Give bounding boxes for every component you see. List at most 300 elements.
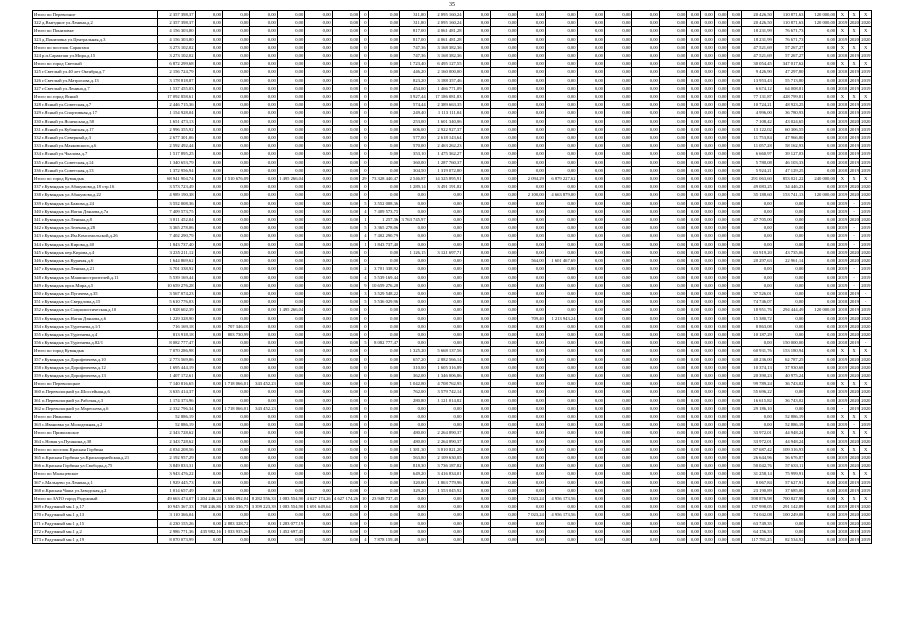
table-cell: 0,00	[463, 445, 490, 453]
table-cell: 5	[360, 298, 368, 306]
table-cell: 0,00	[463, 298, 490, 306]
table-cell: 0,00	[195, 109, 222, 117]
table-cell: 0,00	[632, 339, 659, 347]
table-cell: 7 023,24	[518, 511, 545, 519]
table-cell: 304,50	[400, 166, 427, 174]
table-cell: 0,00	[632, 503, 659, 511]
table-cell: 0,00	[659, 363, 686, 371]
table-cell: 0,00	[700, 166, 714, 174]
table-cell: 2020	[861, 315, 871, 321]
table-cell: 0,00	[222, 289, 249, 297]
table-cell: 0,00	[714, 158, 728, 166]
table-cell: 0,00	[728, 371, 742, 379]
table-cell: 0,00	[250, 76, 277, 84]
table-cell: 0,00	[332, 68, 359, 76]
table-cell: 0,00	[195, 166, 222, 174]
table-cell: 0,00	[714, 363, 728, 371]
table-cell: -	[848, 232, 860, 240]
address-cell: 345 г.Кувандык пер.Кирова,д.4	[33, 248, 158, 256]
table-cell: 0,00	[490, 486, 517, 494]
table-cell: 0,00	[305, 76, 332, 84]
table-cell: 0,00	[305, 175, 332, 183]
table-cell: 2020	[861, 323, 871, 329]
table-cell: 0,00	[305, 412, 332, 420]
table-cell: 0,00	[687, 396, 701, 404]
table-cell: 0,00	[250, 371, 277, 379]
table-cell: 0,00	[659, 68, 686, 76]
table-row	[33, 175, 872, 183]
table-cell: 0,00	[687, 289, 701, 297]
table-cell: 0,00	[659, 281, 686, 289]
table-cell: 0,00	[518, 232, 545, 240]
table-cell: 0,00	[687, 511, 701, 519]
table-cell: 0,00	[518, 412, 545, 420]
table-cell: 0,00	[604, 150, 631, 158]
table-cell: 0,00	[604, 183, 631, 191]
table-cell: 0,00	[463, 216, 490, 224]
table-cell: 0,00	[700, 117, 714, 125]
table-cell: 0,00	[742, 421, 774, 429]
table-cell: 0,00	[714, 216, 728, 224]
table-cell: 1 452 697,45	[279, 528, 304, 534]
table-cell: 0,00	[305, 224, 332, 232]
table-cell: 0,00	[305, 232, 332, 240]
table-cell: 0,00	[545, 396, 577, 404]
table-cell: 0,00	[332, 248, 359, 256]
table-cell: 4	[360, 207, 368, 215]
table-cell: 480,00	[400, 437, 427, 445]
table-cell: 0,00	[604, 175, 631, 183]
table-cell: 0,00	[545, 240, 577, 248]
table-cell: 0,00	[222, 363, 249, 371]
table-cell: 0,00	[250, 134, 277, 142]
table-cell: 2019	[838, 315, 848, 321]
table-cell: 17 186 081,83	[427, 93, 463, 101]
table-cell: 1 283 077,19	[279, 520, 304, 526]
table-cell: 2019	[849, 487, 859, 493]
table-row	[33, 35, 872, 43]
table-cell: 0,00	[305, 371, 332, 379]
table-cell: 0,00	[490, 158, 517, 166]
table-cell: 0,00	[700, 322, 714, 330]
table-cell: 0,00	[577, 43, 604, 51]
table-cell: 0,00	[632, 470, 659, 478]
table-cell: 0,00	[427, 207, 463, 215]
table-cell: 6 872 299,68	[157, 60, 195, 68]
table-cell: -	[848, 207, 860, 215]
table-cell: 0,00	[714, 453, 728, 461]
table-cell: 0,00	[604, 298, 631, 306]
table-cell: 2019	[838, 356, 848, 362]
table-cell: 0,00	[463, 257, 490, 265]
table-cell: 0,00	[805, 478, 837, 486]
table-cell: 0,00	[518, 298, 545, 306]
table-cell: 0,00	[222, 437, 249, 445]
table-cell: 0,00	[545, 404, 577, 412]
table-cell: 0,00	[700, 134, 714, 142]
table-cell: 0,00	[659, 199, 686, 207]
table-cell: 0,00	[659, 166, 686, 174]
table-cell: 0,00	[463, 478, 490, 486]
table-cell: 0,00	[222, 257, 249, 265]
table-cell: 0,00	[305, 35, 332, 43]
table-cell: 0,00	[577, 158, 604, 166]
table-cell: 0,00	[632, 437, 659, 445]
table-cell: 0,00	[222, 216, 249, 224]
table-cell: 0,00	[277, 380, 304, 388]
table-row	[33, 388, 872, 396]
address-cell: 359 г.Кувандык ул.Дорофеичева,д.13	[33, 371, 158, 379]
table-cell: 0,00	[250, 470, 277, 478]
table-cell: 0,00	[714, 298, 728, 306]
table-cell: 0,00	[742, 199, 774, 207]
table-cell: 0,00	[400, 281, 427, 289]
table-cell: X	[837, 470, 849, 478]
table-cell: 0,00	[577, 511, 604, 519]
table-cell: 0,00	[687, 224, 701, 232]
table-cell: 0,00	[250, 445, 277, 453]
table-cell: 0,00	[728, 232, 742, 240]
table-cell: 2019	[849, 69, 859, 75]
table-cell: 0,00	[687, 429, 701, 437]
table-row	[33, 412, 872, 420]
table-cell: 0,00	[700, 175, 714, 183]
address-cell: 347 г.Кувандык ул.Ленина,д.21	[33, 265, 158, 273]
table-cell: 329,20	[400, 486, 427, 494]
table-cell: 0,00	[490, 388, 517, 396]
table-cell: 0,00	[490, 224, 517, 232]
table-row	[33, 462, 872, 470]
table-cell: 0,00	[700, 494, 714, 502]
table-row	[33, 158, 872, 166]
table-cell: 0,00	[805, 536, 837, 544]
table-cell: 0,00	[714, 322, 728, 330]
table-cell: 0,00	[577, 109, 604, 117]
table-cell: 0,00	[305, 396, 332, 404]
table-cell: 0,00	[305, 314, 332, 322]
table-cell: 2018	[838, 143, 848, 149]
table-cell: 7 409 573,75	[157, 207, 195, 215]
table-cell: 4 230 155,26	[157, 519, 195, 527]
table-cell: 0,00	[728, 216, 742, 224]
table-cell: 0,00	[728, 240, 742, 248]
address-cell: 327 г.Светлый ул.Ленина,д.7	[33, 84, 158, 92]
table-cell: 0,00	[332, 453, 359, 461]
table-cell: 0,00	[490, 232, 517, 240]
table-cell: X	[860, 11, 872, 19]
table-cell: 0,00	[195, 412, 222, 420]
table-cell: X	[860, 60, 872, 68]
table-cell: 0,00	[518, 183, 545, 191]
table-cell: 0,00	[687, 388, 701, 396]
table-cell: 0,00	[518, 355, 545, 363]
address-cell: 367 с.Мальцево ул.Ленина,д.1	[33, 478, 158, 486]
table-cell: 0,00	[700, 52, 714, 60]
table-cell: 0,00	[687, 35, 701, 43]
table-cell: 0,00	[332, 93, 359, 101]
table-cell: 0,00	[277, 470, 304, 478]
table-cell: 0,00	[545, 224, 577, 232]
table-cell: 0,00	[714, 314, 728, 322]
table-cell: 0,00	[332, 371, 359, 379]
table-cell: 0,00	[277, 125, 304, 133]
table-cell: 2 343 728,62	[157, 429, 195, 437]
table-cell: 0,00	[332, 388, 359, 396]
table-cell: 0,00	[714, 240, 728, 248]
table-cell: 0,00	[577, 232, 604, 240]
table-cell: 253,00	[400, 117, 427, 125]
table-cell: 0,00	[490, 536, 517, 544]
table-cell: 0,00	[700, 371, 714, 379]
table-cell: 109 316,93	[773, 445, 805, 453]
table-cell: 0,00	[742, 207, 774, 215]
table-cell: 0,00	[427, 322, 463, 330]
table-cell: 0,00	[805, 125, 837, 133]
table-cell: 0,00	[700, 355, 714, 363]
table-cell: 0	[360, 421, 368, 429]
table-cell: 0	[360, 388, 368, 396]
table-cell: 0,00	[250, 60, 277, 68]
table-cell: 2 264 890,37	[427, 429, 463, 437]
table-cell: 0,00	[250, 289, 277, 297]
table-cell: 0,00	[463, 494, 490, 502]
table-cell: 0,00	[368, 306, 400, 314]
table-cell: 0,00	[463, 371, 490, 379]
table-cell: 0,00	[195, 191, 222, 199]
table-cell: 0,00	[700, 478, 714, 486]
table-cell: -	[837, 404, 849, 412]
table-cell: 0,00	[577, 355, 604, 363]
table-cell: 0,00	[195, 117, 222, 125]
table-cell: 0,00	[714, 166, 728, 174]
table-cell: 2020	[861, 331, 871, 337]
table-cell: 0,00	[700, 486, 714, 494]
table-cell: 0,00	[805, 289, 837, 297]
table-cell: 0,00	[368, 134, 400, 142]
table-cell: 0,00	[250, 527, 277, 535]
table-cell: 0,00	[490, 412, 517, 420]
table-cell: 0,00	[400, 240, 427, 248]
table-cell: 3 552 008,36	[368, 199, 400, 207]
table-cell: 49 663 474,07	[157, 494, 195, 502]
table-cell: 120 000,00	[805, 306, 837, 314]
table-cell: 2 160 000,00	[427, 68, 463, 76]
table-cell: X	[848, 43, 860, 51]
table-cell: 0,00	[463, 76, 490, 84]
table-cell: 0,00	[305, 437, 332, 445]
table-cell: 0,00	[368, 248, 400, 256]
table-cell: 0,00	[604, 289, 631, 297]
table-cell: 1 287 760,37	[427, 158, 463, 166]
table-cell: 4 996,00	[742, 109, 774, 117]
table-cell: 0,00	[332, 183, 359, 191]
table-cell: 0,00	[545, 125, 577, 133]
table-cell: 0,00	[250, 240, 277, 248]
table-cell: 1 121 014,82	[427, 396, 463, 404]
table-cell: 0,00	[632, 511, 659, 519]
table-cell: 3 416 834,01	[427, 470, 463, 478]
table-cell: X	[860, 494, 872, 502]
table-cell: 0,00	[577, 134, 604, 142]
table-cell: 0,00	[577, 19, 604, 27]
table-cell: 0,00	[805, 511, 837, 519]
table-cell: 2018	[838, 307, 848, 313]
table-cell: 0,00	[250, 421, 277, 429]
table-cell: -	[860, 289, 872, 297]
table-cell: 1 257,36	[368, 216, 400, 224]
table-cell: 2019	[838, 331, 848, 337]
table-cell: 0,00	[714, 371, 728, 379]
table-cell: 0,00	[463, 363, 490, 371]
table-cell: 768 246,86	[195, 503, 222, 511]
table-cell: 0,00	[463, 421, 490, 429]
table-cell: 0,00	[463, 429, 490, 437]
table-cell: 0,00	[332, 486, 359, 494]
table-cell: 0,00	[728, 134, 742, 142]
table-cell: 2 095 160,24	[427, 19, 463, 27]
table-cell: 0,00	[305, 298, 332, 306]
table-cell: 47 297,80	[773, 68, 805, 76]
table-cell: 0,00	[222, 207, 249, 215]
table-row	[33, 527, 872, 535]
table-cell: 100 249,08	[773, 511, 805, 519]
table-cell: 0,00	[805, 355, 837, 363]
table-row	[33, 363, 872, 371]
table-cell: 1 863 779,96	[427, 478, 463, 486]
table-cell: 0,00	[805, 109, 837, 117]
table-cell: 0,00	[687, 43, 701, 51]
table-cell: 0,00	[714, 289, 728, 297]
table-cell: 0,00	[332, 462, 359, 470]
table-cell: 0,00	[714, 199, 728, 207]
table-cell: 0,00	[518, 445, 545, 453]
table-cell: 0,00	[632, 306, 659, 314]
table-cell: 0	[360, 93, 368, 101]
table-cell: 0,00	[332, 314, 359, 322]
table-cell: 3 701 338,92	[368, 265, 400, 273]
table-cell: 10 374,13	[742, 363, 774, 371]
table-cell: 0,00	[742, 224, 774, 232]
table-cell: 0,00	[805, 60, 837, 68]
table-cell: 0,00	[805, 527, 837, 535]
table-cell: 0,00	[659, 371, 686, 379]
table-cell: 0,00	[805, 248, 837, 256]
table-cell: 0,00	[728, 380, 742, 388]
table-row	[33, 281, 872, 289]
table-cell: X	[860, 43, 872, 51]
table-cell: 0,00	[332, 11, 359, 19]
table-cell: 2020	[849, 20, 859, 26]
table-cell: 0,00	[277, 76, 304, 84]
table-cell: 0,00	[195, 248, 222, 256]
table-row	[33, 60, 872, 68]
table-cell: X	[848, 93, 860, 101]
table-cell: 0,00	[728, 183, 742, 191]
table-cell: 0,00	[632, 347, 659, 355]
table-cell: 0,00	[632, 388, 659, 396]
table-cell: 0,00	[659, 52, 686, 60]
table-cell: 0,00	[368, 158, 400, 166]
table-cell: 0,00	[773, 404, 805, 412]
table-cell: 0,00	[700, 68, 714, 76]
table-cell: 1	[360, 216, 368, 224]
table-cell: 0	[360, 396, 368, 404]
table-cell: 0,00	[195, 68, 222, 76]
table-cell: 0,00	[714, 134, 728, 142]
table-cell: 2020	[861, 405, 871, 411]
table-cell: 0,00	[490, 281, 517, 289]
table-cell: 7 402 290,79	[368, 232, 400, 240]
table-cell: 0,00	[659, 93, 686, 101]
table-cell: 0,00	[277, 150, 304, 158]
table-cell: 0,00	[773, 232, 805, 240]
table-cell: 60 931,76	[742, 347, 774, 355]
table-cell: 0,00	[250, 306, 277, 314]
table-cell: 0,00	[490, 380, 517, 388]
table-cell: 2 546,87	[400, 175, 427, 183]
table-cell: 0,00	[659, 478, 686, 486]
table-cell: 49 083,25	[742, 183, 774, 191]
table-cell: 0,00	[277, 330, 304, 338]
table-cell: 0,00	[632, 93, 659, 101]
address-cell: 330 г.Ясный ул.Ясненская,д.58	[33, 117, 158, 125]
table-cell: 0,00	[714, 330, 728, 338]
table-cell: 0,00	[195, 470, 222, 478]
table-cell: 23 190,89	[742, 486, 774, 494]
page-number: 35	[449, 2, 455, 8]
table-cell: 0,00	[368, 503, 400, 511]
table-cell: 0,00	[545, 117, 577, 125]
table-cell: 0,00	[742, 273, 774, 281]
table-cell: 0,00	[632, 109, 659, 117]
table-cell: 0,00	[463, 166, 490, 174]
table-row	[33, 76, 872, 84]
table-cell: 1 644 869,62	[157, 257, 195, 265]
table-cell: 1 843 737,40	[368, 240, 400, 248]
table-cell: 7 070 286,98	[157, 347, 195, 355]
table-cell: 0,00	[332, 84, 359, 92]
table-cell: 0,00	[632, 355, 659, 363]
table-cell: 0,00	[659, 142, 686, 150]
table-cell: 0,00	[728, 273, 742, 281]
table-cell: 0,00	[277, 486, 304, 494]
table-cell: 0,00	[195, 240, 222, 248]
table-cell: 0,00	[714, 109, 728, 117]
table-cell: 1 601 340,06	[427, 117, 463, 125]
table-cell: 0,00	[714, 207, 728, 215]
table-cell: 0,00	[728, 27, 742, 35]
table-cell: 0,00	[632, 445, 659, 453]
table-cell: 0,00	[332, 412, 359, 420]
table-cell: 0,00	[195, 445, 222, 453]
table-cell: 0,00	[632, 19, 659, 27]
table-cell: 0,00	[773, 281, 805, 289]
table-cell: 0,00	[490, 150, 517, 158]
table-cell: 343 452,23	[250, 380, 277, 388]
table-cell: 0,00	[400, 298, 427, 306]
table-cell: 2019	[838, 512, 848, 518]
table-cell: 0,00	[368, 388, 400, 396]
table-cell: -	[848, 199, 860, 207]
table-cell: 0,00	[577, 396, 604, 404]
table-cell: 0,00	[632, 207, 659, 215]
table-cell: 0,00	[714, 404, 728, 412]
table-cell: 0,00	[805, 445, 837, 453]
table-cell: 0,00	[250, 125, 277, 133]
table-cell: 0,00	[805, 199, 837, 207]
table-cell: 0,00	[463, 117, 490, 125]
table-cell: 0,00	[700, 43, 714, 51]
